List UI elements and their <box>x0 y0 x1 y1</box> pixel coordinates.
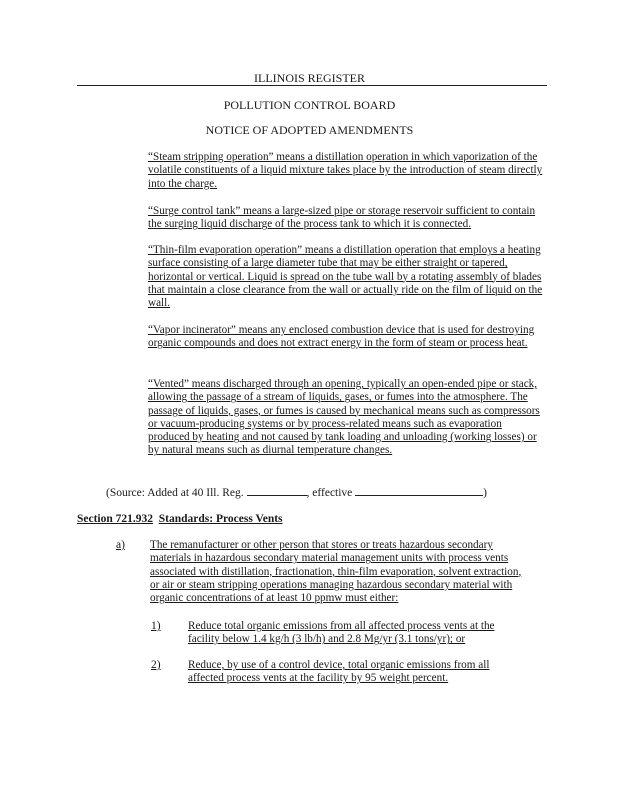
item-1-text: Reduce total organic emissions from all affected process vents at the facility below 1.4 kg/h (3 lb/h) and 2.8 Mg/yr (3.1 tons/yr); or <box>188 620 495 646</box>
effective-date-blank <box>355 486 483 496</box>
source-prefix: (Source: Added at 40 Ill. Reg. <box>106 487 244 499</box>
notice-title: NOTICE OF ADOPTED AMENDMENTS <box>205 123 414 137</box>
section-title: Standards: Process Vents <box>158 513 283 525</box>
source-middle: , effective <box>306 487 353 499</box>
register-title: ILLINOIS REGISTER <box>254 71 365 85</box>
register-blank <box>247 486 307 496</box>
item-1-label: 1) <box>151 620 161 632</box>
source-suffix: ) <box>483 487 488 499</box>
item-2-text: Reduce, by use of a control device, total organic emissions from all affected process vents at the facility by 95 weight percent. <box>188 659 490 685</box>
definition-surge-control-tank: “Surge control tank” means a large-sized pipe or storage reservoir sufficient to contain the surging liquid discharge of the process tank to which it is connected. <box>148 205 536 231</box>
board-title: POLLUTION CONTROL BOARD <box>223 98 396 112</box>
header-rule <box>77 85 547 86</box>
subsection-a-text: The remanufacturer or other person that stores or treats hazardous secondary materials in hazardous secondary material management units with process vents associated with distillation, fractionation, thin-film evaporation, solvent extraction, or air or steam stripping operations managing hazardous secondary material with organic concentrations of at least 10 ppmw must either: <box>150 539 522 605</box>
definition-steam-stripping: “Steam stripping operation” means a distillation operation in which vaporization of the volatile constituents of a liquid mixture takes place by the introduction of steam directly into the charge. <box>148 151 543 190</box>
definition-vented: “Vented” means discharged through an opening, typically an open-ended pipe or stack, allowing the passage of a stream of liquids, gases, or fumes into the atmosphere. The passage of liquids, gases, or fumes is caused by mechanical means such as compressors or vacuum-producing systems or by process-related means such as evaporation produced by heating and not caused by tank loading and unloading (working losses) or by natural means such as diurnal temperature changes. <box>148 378 540 457</box>
definition-vapor-incinerator: “Vapor incinerator” means any enclosed combustion device that is used for destroying organic compounds and does not extract energy in the form of steam or process heat. <box>148 324 535 350</box>
section-number: Section 721.932 <box>77 513 154 525</box>
source-note <box>106 486 487 499</box>
item-2-label: 2) <box>151 659 161 671</box>
definition-thin-film-evaporation: “Thin-film evaporation operation” means a distillation operation that employs a heating surface consisting of a large diameter tube that may be either straight or tapered, horizontal or vertical. Liquid is spread on the tube wall by a rotating assembly of blades that maintain a close clearance from the wall or actually ride on the film of liquid on the wall. <box>148 244 543 310</box>
section-heading <box>77 513 283 525</box>
subsection-a-label: a) <box>116 539 125 551</box>
